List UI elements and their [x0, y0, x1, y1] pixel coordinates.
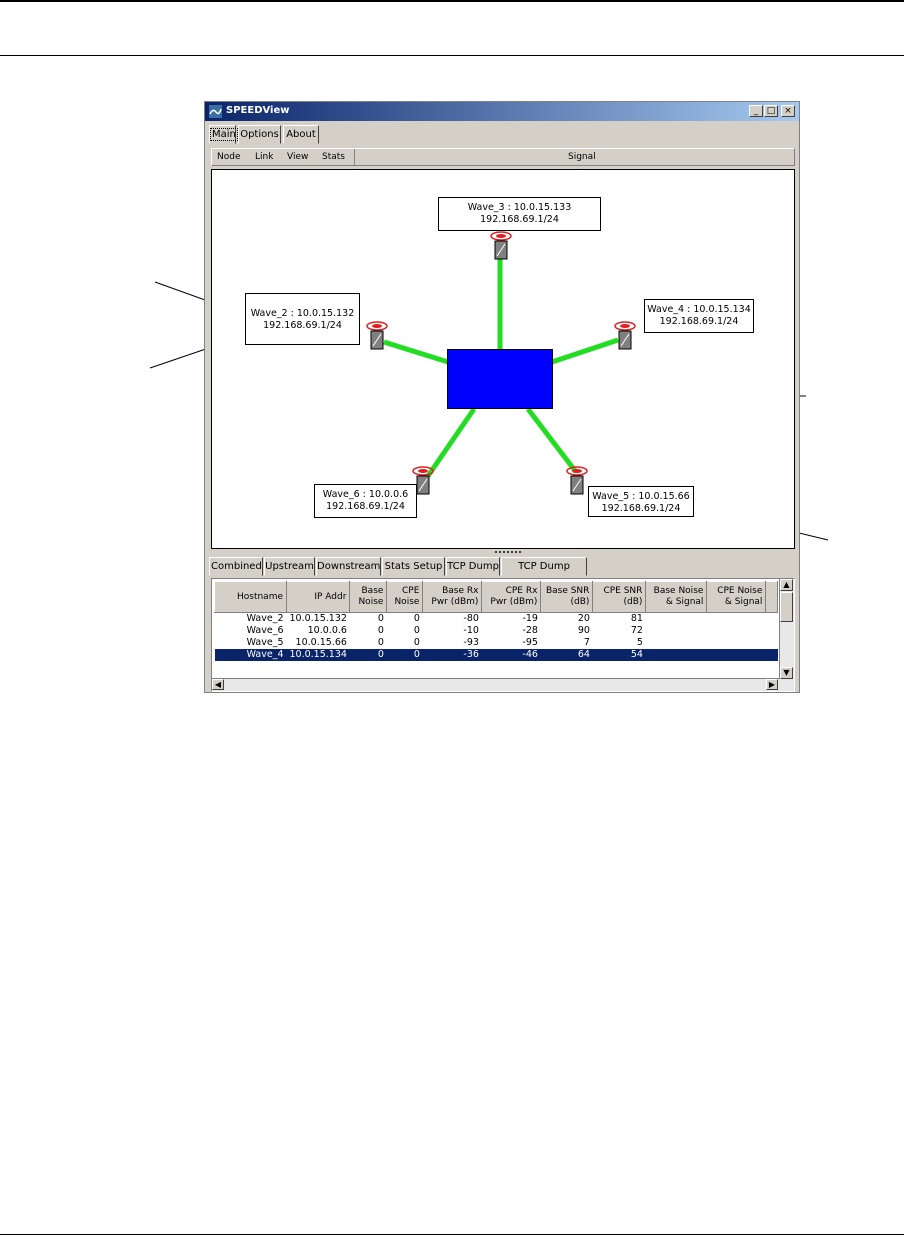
- scroll-right-icon[interactable]: ▶: [766, 679, 778, 690]
- node-label-wave4[interactable]: [644, 299, 754, 333]
- col-base-snr-l2: (dB): [570, 597, 590, 607]
- radio-wave4-icon[interactable]: [614, 320, 636, 354]
- top-border-rule: [0, 0, 904, 2]
- table-row[interactable]: [215, 625, 778, 637]
- table-row[interactable]: [215, 637, 778, 649]
- cell-base-ns: [646, 637, 707, 649]
- cell-filler: [766, 625, 778, 637]
- cell-base-snr: 20: [577, 613, 590, 624]
- col-cpe-snr[interactable]: [593, 582, 646, 613]
- scroll-up-icon[interactable]: ▲: [780, 579, 793, 591]
- node-label-wave2[interactable]: [245, 293, 360, 345]
- cell-cpe-rx: -28: [522, 625, 538, 636]
- cell-filler: [766, 649, 778, 661]
- col-cpe-noise-l1: CPE: [402, 586, 420, 596]
- node-wave5-host: Wave_5 : 10.0.15.66: [592, 491, 690, 502]
- tab-upstream-label: Upstream: [265, 561, 314, 572]
- radio-wave3-icon[interactable]: [490, 230, 512, 264]
- base-station-node[interactable]: [447, 349, 553, 409]
- col-base-ns-l2: & Signal: [665, 597, 704, 607]
- cell-base-snr: 90: [577, 625, 590, 636]
- col-base-noise-signal[interactable]: [646, 582, 707, 613]
- node-wave4-host: Wave_4 : 10.0.15.134: [647, 304, 751, 315]
- col-cpe-ns-l2: & Signal: [724, 597, 763, 607]
- tab-stats-setup-label: Stats Setup: [384, 561, 443, 572]
- col-cpe-noise-signal[interactable]: [707, 582, 766, 613]
- cell-ip: 10.0.15.66: [295, 637, 347, 648]
- cell-cpe-ns: [707, 649, 766, 661]
- cell-cpe-noise: 0: [413, 637, 420, 648]
- cell-hostname: Wave_2: [246, 613, 284, 624]
- app-icon: [209, 105, 222, 118]
- cell-cpe-rx: -19: [522, 613, 538, 624]
- col-cpe-snr-l1: CPE SNR: [603, 586, 643, 596]
- col-base-snr-l1: Base SNR: [545, 586, 590, 596]
- node-label-wave3[interactable]: [438, 197, 601, 231]
- table-header-row: [215, 582, 778, 613]
- node-wave2-subnet: 192.168.69.1/24: [263, 320, 342, 331]
- cell-base-rx: -80: [463, 613, 479, 624]
- tab-upstream[interactable]: [264, 557, 315, 576]
- cell-base-ns: [646, 649, 707, 661]
- cell-cpe-noise: 0: [387, 649, 423, 661]
- menu-node[interactable]: Node: [217, 152, 241, 162]
- col-base-noise[interactable]: [350, 582, 387, 613]
- link-wave2: [384, 342, 448, 362]
- tab-tcp-dump-setup-label: TCP Dump: [518, 561, 570, 572]
- col-cpe-ns-l1: CPE Noise: [717, 586, 763, 596]
- cell-base-noise: 0: [377, 637, 384, 648]
- node-label-wave6[interactable]: [314, 484, 417, 518]
- tab-main-label: Main: [212, 129, 236, 140]
- link-wave4: [552, 340, 618, 362]
- cell-cpe-ns: [707, 613, 766, 626]
- scroll-down-icon[interactable]: ▼: [780, 667, 793, 679]
- col-base-rx-l2: Pwr (dBm): [431, 597, 479, 607]
- cell-base-noise: 0: [377, 613, 384, 624]
- cell-cpe-snr: 5: [636, 637, 643, 648]
- tab-downstream-label: Downstream: [317, 561, 381, 572]
- col-cpe-noise[interactable]: [387, 582, 423, 613]
- tab-about-label: About: [286, 129, 316, 140]
- speedview-window: [204, 101, 800, 693]
- stats-table-panel: [211, 578, 795, 692]
- node-wave4-subnet: 192.168.69.1/24: [659, 316, 739, 327]
- cell-cpe-ns: [707, 625, 766, 637]
- stats-table: [214, 581, 778, 661]
- minimize-button[interactable]: _: [749, 105, 763, 117]
- tab-about[interactable]: [283, 125, 319, 144]
- window-title: SPEEDView: [226, 105, 290, 116]
- col-hostname[interactable]: [215, 582, 287, 613]
- col-cpe-rx-l2: Pwr (dBm): [490, 597, 538, 607]
- cell-cpe-snr: 72: [630, 625, 643, 636]
- tab-tcp-dump[interactable]: [446, 557, 500, 576]
- splitter-handle[interactable]: [211, 550, 795, 555]
- menu-separator: [354, 149, 355, 165]
- radio-wave2-icon[interactable]: [366, 320, 388, 354]
- cell-cpe-ns: [707, 637, 766, 649]
- col-cpe-noise-l2: Noise: [394, 597, 420, 607]
- tab-main[interactable]: [209, 125, 236, 144]
- menu-link[interactable]: Link: [255, 152, 274, 162]
- tab-stats-setup[interactable]: [382, 557, 445, 576]
- cell-ip: 10.0.15.132: [289, 613, 347, 624]
- node-wave3-subnet: 192.168.69.1/24: [480, 214, 559, 225]
- cell-base-ns: [646, 625, 707, 637]
- cell-base-ns: [646, 613, 707, 626]
- cell-base-rx: -36: [423, 649, 482, 661]
- col-hostname-label: Hostname: [236, 591, 283, 602]
- cell-hostname: Wave_5: [246, 637, 284, 648]
- menu-signal[interactable]: Signal: [568, 152, 596, 162]
- col-cpe-rx[interactable]: [482, 582, 541, 613]
- cell-base-noise: 0: [350, 649, 387, 661]
- cell-hostname: Wave_4: [215, 649, 287, 661]
- menu-bar: [211, 148, 795, 166]
- col-cpe-rx-l1: CPE Rx: [505, 586, 538, 596]
- col-base-rx-l1: Base Rx: [442, 586, 479, 596]
- cell-base-snr: 64: [541, 649, 593, 661]
- tab-downstream[interactable]: [316, 557, 381, 576]
- table-row-selected[interactable]: [215, 649, 778, 661]
- cell-cpe-noise: 0: [413, 625, 420, 636]
- cell-cpe-noise: 0: [413, 613, 420, 624]
- tab-tcp-dump-label: TCP Dump: [447, 561, 499, 572]
- tab-tcp-dump-setup[interactable]: [501, 557, 587, 576]
- col-base-noise-l1: Base: [361, 586, 384, 596]
- col-cpe-snr-l2: (dB): [623, 597, 643, 607]
- tab-combined-label: Combined: [211, 561, 262, 572]
- horizontal-scrollbar[interactable]: [212, 678, 780, 691]
- network-topology-canvas[interactable]: [211, 169, 795, 549]
- cell-filler: [766, 613, 778, 626]
- node-wave3-host: Wave_3 : 10.0.15.133: [467, 202, 572, 213]
- cell-cpe-rx: -95: [522, 637, 538, 648]
- cell-cpe-snr: 81: [630, 613, 643, 624]
- col-base-rx[interactable]: [423, 582, 482, 613]
- col-ip-addr[interactable]: [287, 582, 350, 613]
- cell-base-noise: 0: [377, 625, 384, 636]
- col-base-snr[interactable]: [541, 582, 593, 613]
- col-base-noise-l2: Noise: [358, 597, 384, 607]
- title-bar[interactable]: [205, 102, 799, 121]
- cell-base-snr: 7: [583, 637, 590, 648]
- cell-cpe-snr: 54: [593, 649, 646, 661]
- radio-wave5-icon[interactable]: [566, 465, 588, 499]
- cell-cpe-rx: -46: [482, 649, 541, 661]
- footer-rule: [0, 1234, 904, 1235]
- node-wave2-host: Wave_2 : 10.0.15.132: [250, 308, 355, 319]
- scroll-thumb[interactable]: [780, 592, 793, 622]
- scroll-left-icon[interactable]: ◀: [212, 679, 224, 690]
- col-base-ns-l1: Base Noise: [653, 586, 704, 596]
- maximize-button[interactable]: □: [764, 105, 778, 117]
- tab-combined[interactable]: [209, 557, 263, 576]
- cell-ip: 10.0.15.134: [287, 649, 350, 661]
- menu-view[interactable]: View: [287, 152, 309, 162]
- node-wave5-subnet: 192.168.69.1/24: [601, 503, 681, 514]
- cell-base-rx: -10: [463, 625, 479, 636]
- cell-ip: 10.0.0.6: [307, 625, 347, 636]
- link-wave5: [528, 409, 576, 472]
- node-wave6-host: Wave_6 : 10.0.0.6: [322, 489, 409, 500]
- link-wave6: [428, 409, 474, 476]
- menu-stats[interactable]: Stats: [322, 152, 345, 162]
- col-ip-addr-label: IP Addr: [314, 591, 347, 602]
- close-button[interactable]: ×: [781, 105, 795, 117]
- cell-filler: [766, 637, 778, 649]
- vertical-scrollbar[interactable]: [779, 579, 794, 691]
- tab-options-label: Options: [240, 129, 279, 140]
- node-label-wave5[interactable]: [588, 486, 694, 517]
- tab-options[interactable]: [238, 125, 281, 144]
- col-filler: [766, 582, 778, 613]
- header-rule: [0, 55, 904, 56]
- node-wave6-subnet: 192.168.69.1/24: [326, 501, 405, 512]
- cell-hostname: Wave_6: [246, 625, 284, 636]
- table-row[interactable]: [215, 613, 778, 626]
- cell-base-rx: -93: [463, 637, 479, 648]
